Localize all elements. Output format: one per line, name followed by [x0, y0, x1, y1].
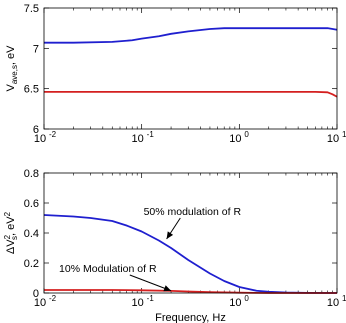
- x-tick-exponent: 0: [244, 130, 249, 139]
- x-tick-label: 10: [326, 133, 340, 145]
- x-tick-exponent: -1: [146, 294, 154, 303]
- x-axis-label: Frequency, Hz: [155, 312, 226, 323]
- x-tick-label: 10: [326, 297, 340, 309]
- axes-frame: [44, 173, 337, 293]
- y-tick-label: 0.8: [23, 168, 39, 180]
- x-tick-label: 10: [131, 297, 144, 309]
- y-tick-label: 7: [32, 43, 39, 56]
- x-tick-label: 10: [33, 297, 47, 309]
- x-tick-exponent: -2: [49, 294, 57, 303]
- y-tick-label: 0.6: [23, 198, 39, 210]
- y-tick-label: 0.2: [23, 258, 39, 270]
- annotation-text: 50% modulation of R: [143, 206, 242, 218]
- x-tick-exponent: -1: [146, 130, 154, 139]
- top-plot: [5, 3, 346, 145]
- x-tick-exponent: 1: [342, 130, 346, 139]
- x-tick-label: 10: [131, 133, 144, 145]
- y-tick-label: 6: [32, 124, 39, 136]
- annotation-arrow-head: [163, 285, 171, 291]
- series-line-blue: [44, 28, 337, 43]
- series-line-blue: [44, 215, 337, 293]
- annotation-arrow-head: [167, 231, 174, 239]
- series-line-red: [44, 92, 337, 97]
- series-line-red: [44, 290, 337, 293]
- x-tick-exponent: -2: [49, 130, 57, 139]
- y-axis-label: $V_{ave,s}$, eV: [5, 45, 19, 92]
- y-axis-label: $\Delta V^2s$, $eV^2$: [3, 211, 19, 255]
- x-tick-exponent: 0: [244, 294, 249, 303]
- y-tick-label: 7.5: [23, 3, 39, 15]
- bottom-plot: [3, 168, 346, 323]
- axes-frame: [44, 8, 337, 129]
- y-tick-label: 6.5: [23, 83, 39, 96]
- x-tick-label: 10: [33, 133, 47, 145]
- x-tick-label: 10: [229, 297, 242, 309]
- x-tick-label: 10: [229, 133, 242, 145]
- y-tick-label: 0: [32, 288, 39, 300]
- x-tick-exponent: 1: [342, 294, 346, 303]
- annotation-text: 10% Modulation of R: [59, 263, 157, 275]
- y-tick-label: 0.4: [23, 228, 39, 240]
